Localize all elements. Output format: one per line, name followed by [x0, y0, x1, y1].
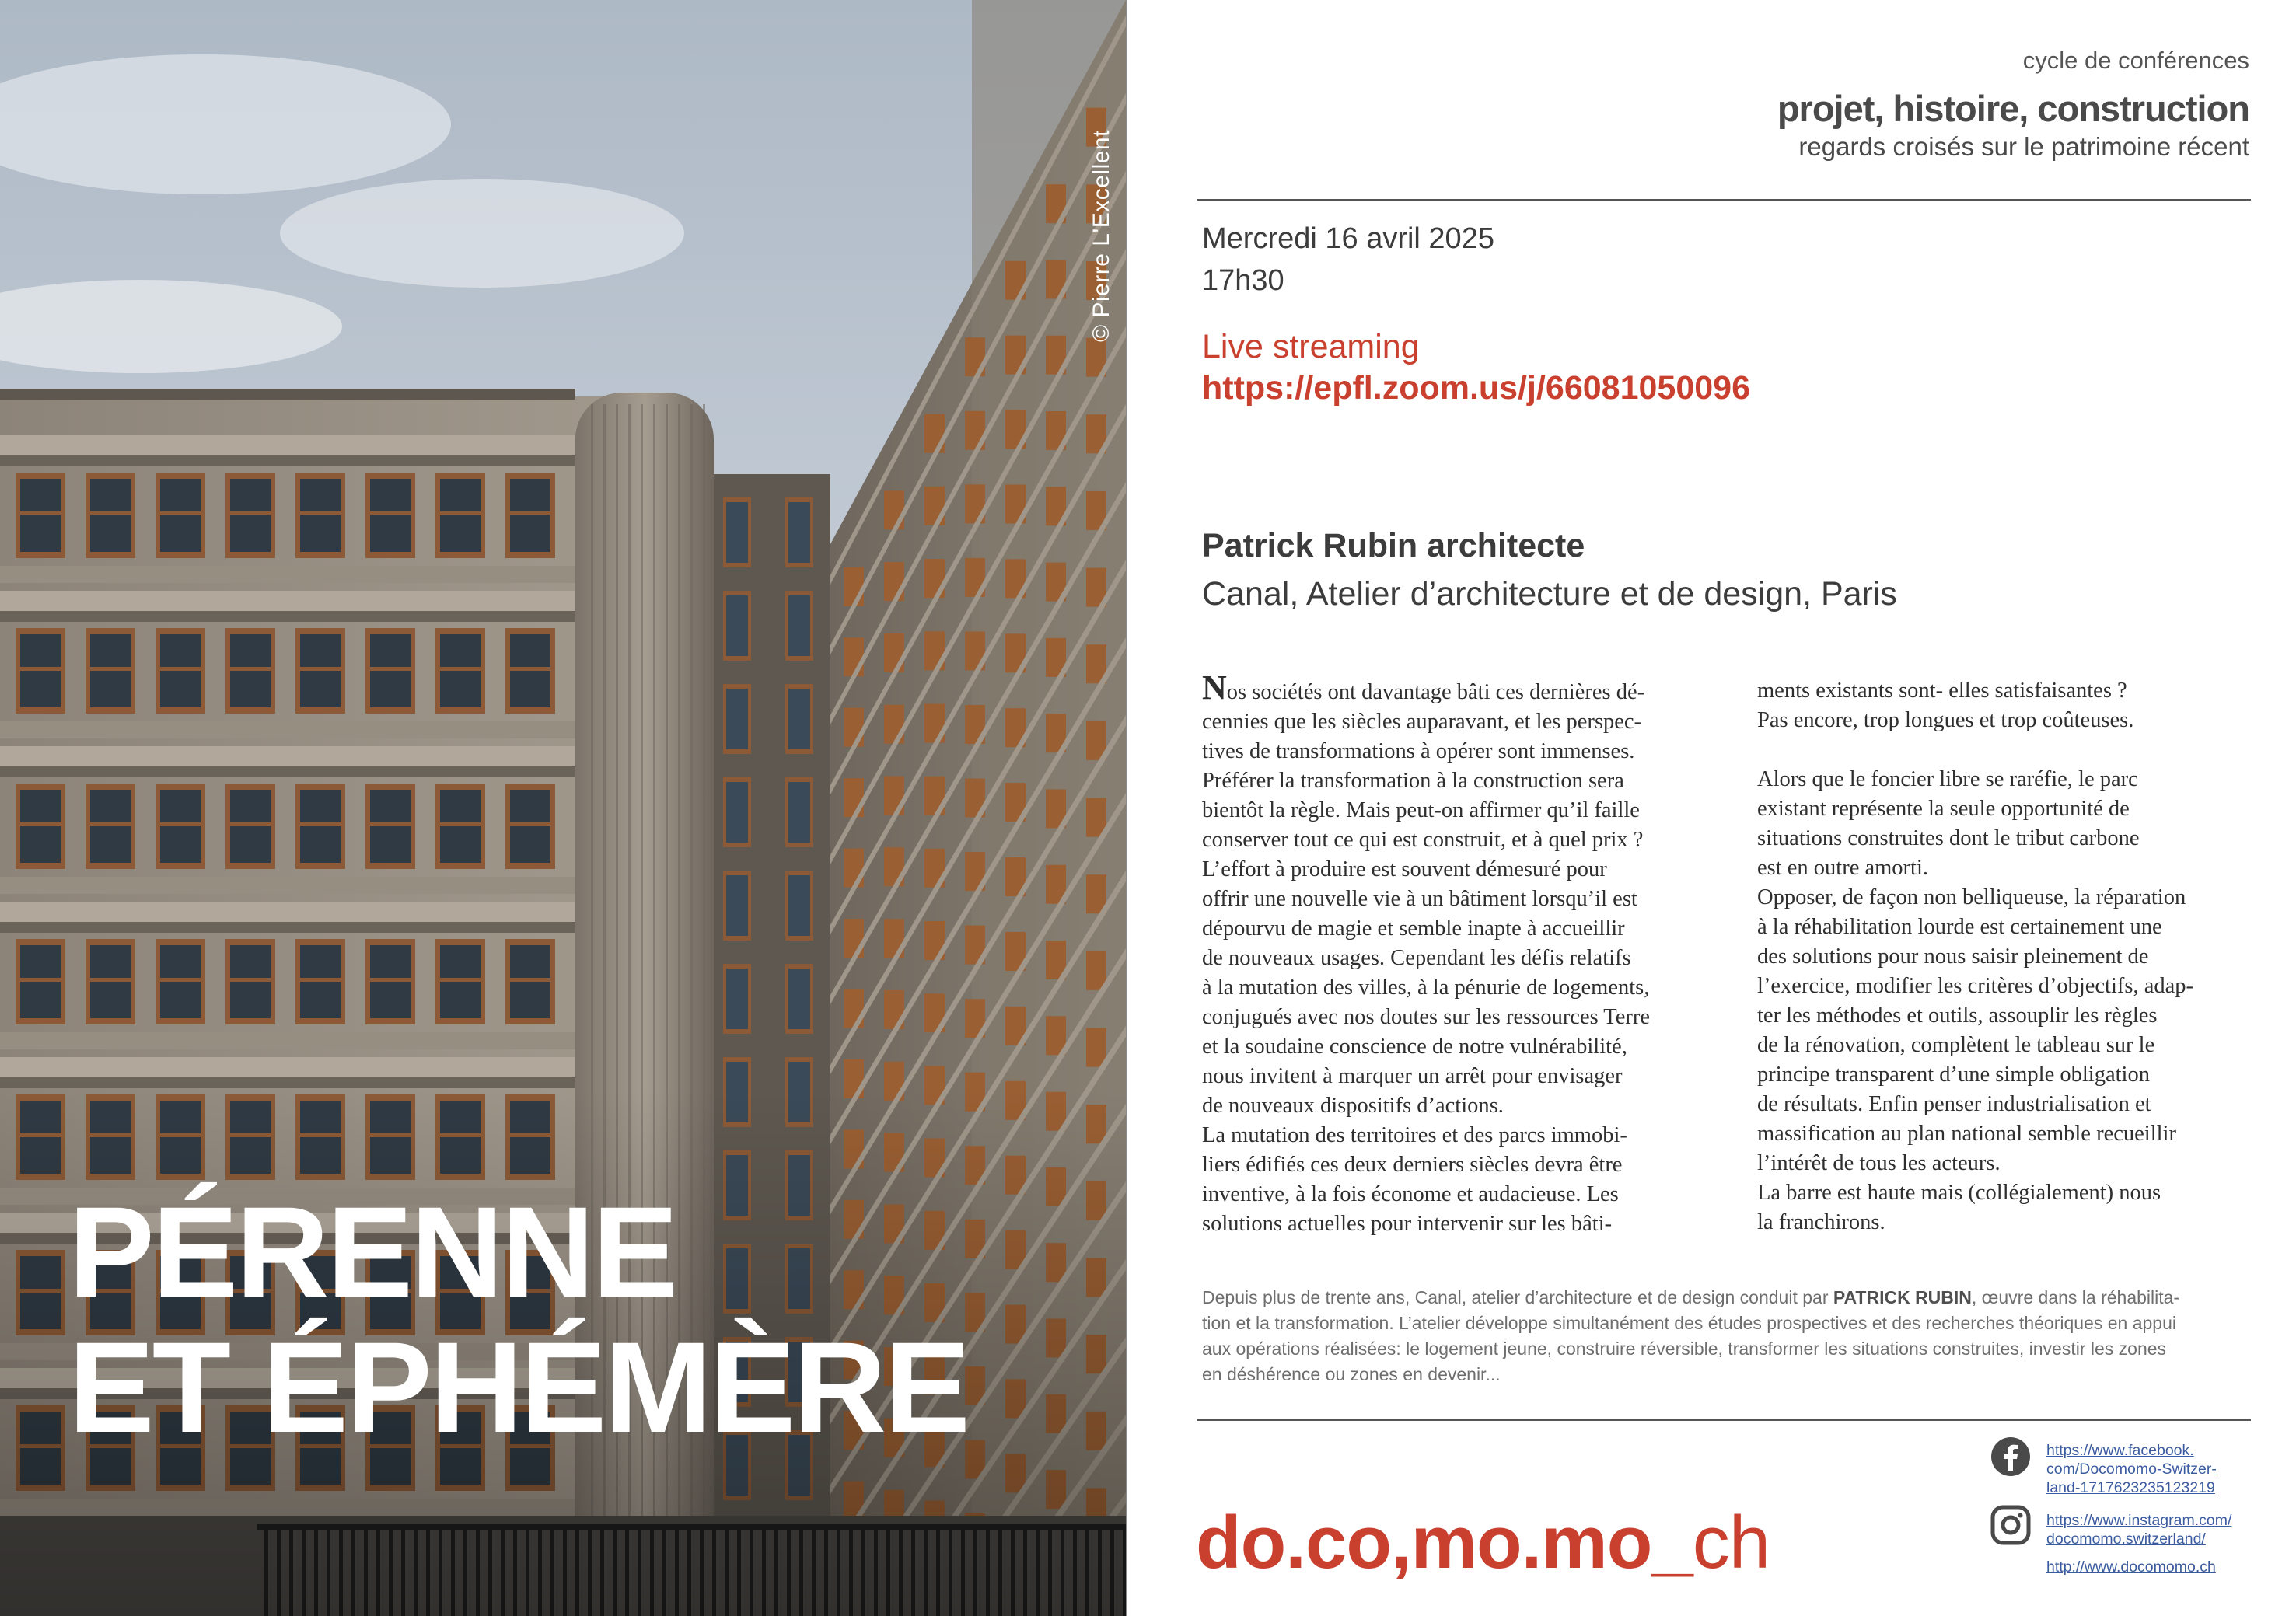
body-line: existant représente la seule opportunité de	[1757, 797, 2130, 821]
instagram-link[interactable]: https://www.instagram.com/ docomomo.switzerland/	[2046, 1512, 2232, 1548]
speaker-office: Canal, Atelier d’architecture et de design, Paris	[1202, 575, 1897, 613]
docomomo-logo: do.co,mo.mo_ch	[1196, 1501, 1770, 1584]
live-streaming-label: Live streaming	[1202, 328, 1420, 365]
body-line: de nouveaux dispositifs d’actions.	[1202, 1094, 1504, 1118]
body-column-1	[1202, 668, 1700, 1239]
facebook-link[interactable]: https://www.facebook. com/Docomomo-Switzer- land-1717623235123219	[2046, 1442, 2217, 1496]
body-line: à la réhabilitation lourde est certainement une	[1757, 915, 2162, 939]
body-line: conserver tout ce qui est construit, et à quel prix ?	[1202, 828, 1644, 852]
body-line: est en outre amorti.	[1757, 856, 1929, 880]
live-streaming-link[interactable]: https://epfl.zoom.us/j/66081050096	[1202, 369, 1750, 407]
paragraph-gap	[1757, 735, 2255, 765]
poster-title	[68, 1181, 968, 1460]
body-line: Pas encore, trop longues et trop coûteuses.	[1757, 708, 2134, 732]
body-line: Opposer, de façon non belliqueuse, la réparation	[1757, 885, 2186, 909]
body-line: conjugués avec nos doutes sur les ressources Terre	[1202, 1005, 1651, 1029]
speaker-name: Patrick Rubin architecte	[1202, 527, 1585, 564]
bio-line: aux opérations réalisées: le logement jeune, construire réversible, transformer les situations construites, investir les zones	[1202, 1339, 2167, 1359]
body-line: cennies que les siècles auparavant, et les perspec-	[1202, 710, 1641, 734]
body-line: et la soudaine conscience de notre vulnérabilité,	[1202, 1035, 1627, 1059]
body-column-2	[1757, 676, 2255, 1237]
text-panel	[1126, 0, 2296, 1616]
body-line: inventive, à la fois économe et audacieuse. Les	[1202, 1182, 1619, 1206]
bio-line: en déshérence ou zones en devenir...	[1202, 1364, 1501, 1384]
body-line: offrir une nouvelle vie à un bâtiment lorsqu’il est	[1202, 887, 1637, 911]
body-line: ments existants sont- elles satisfaisantes ?	[1757, 679, 2127, 703]
bio-architect-name: PATRICK RUBIN	[1833, 1287, 1972, 1307]
instagram-icon[interactable]	[1990, 1505, 2031, 1545]
website-link[interactable]: http://www.docomomo.ch	[2046, 1558, 2216, 1576]
header-divider	[1197, 199, 2251, 201]
title-line-1: PÉRENNE	[68, 1181, 676, 1325]
body-line: ter les méthodes et outils, assouplir les règles	[1757, 1003, 2158, 1028]
event-time: 17h30	[1202, 264, 1284, 297]
series-title: projet, histoire, construction	[1777, 88, 2249, 129]
body-line: Alors que le foncier libre se raréfie, le parc	[1757, 767, 2138, 791]
photo-credit: © Pierre L'Excellent	[1089, 130, 1114, 342]
cycle-label: cycle de conférences	[2022, 47, 2249, 74]
body-line: La mutation des territoires et des parcs immobi-	[1202, 1123, 1627, 1147]
series-subtitle: regards croisés sur le patrimoine récent	[1798, 132, 2249, 161]
body-line: de nouveaux usages. Cependant les défis relatifs	[1202, 946, 1631, 970]
body-line: l’intérêt de tous les acteurs.	[1757, 1151, 2001, 1175]
body-line: la franchirons.	[1757, 1210, 1885, 1234]
body-line: nous invitent à marquer un arrêt pour envisager	[1202, 1064, 1623, 1088]
body-line: de la rénovation, complètent le tableau sur le	[1757, 1033, 2155, 1057]
bio-line: Depuis plus de trente ans, Canal, atelier d’architecture et de design conduit par PATRICK RUBIN, œuvre dans la réhabilita-	[1202, 1287, 2180, 1307]
body-line: L’effort à produire est souvent démesuré pour	[1202, 857, 1607, 881]
architect-bio	[1202, 1285, 2248, 1387]
body-line: Nos sociétés ont davantage bâti ces dernières dé-	[1202, 668, 1645, 707]
dropcap: N	[1202, 668, 1227, 707]
body-line: des solutions pour nous saisir pleinement de	[1757, 944, 2149, 969]
body-line: bientôt la règle. Mais peut-on affirmer qu’il faille	[1202, 798, 1640, 822]
facebook-icon[interactable]	[1990, 1436, 2031, 1477]
bio-line: tion et la transformation. L’atelier développe simultanément des études prospectives et des recherches théoriques en appui	[1202, 1313, 2176, 1333]
body-line: de résultats. Enfin penser industrialisation et	[1757, 1092, 2151, 1116]
footer-divider	[1197, 1419, 2251, 1421]
building-photo	[0, 0, 1126, 1616]
body-line: Préférer la transformation à la construction sera	[1202, 769, 1624, 793]
body-line: à la mutation des villes, à la pénurie de logements,	[1202, 976, 1650, 1000]
body-line: situations construites dont le tribut carbone	[1757, 826, 2140, 850]
body-line: dépourvu de magie et semble inapte à accueillir	[1202, 916, 1625, 941]
event-date: Mercredi 16 avril 2025	[1202, 222, 1494, 255]
body-line: l’exercice, modifier les critères d’objectifs, adap-	[1757, 974, 2194, 998]
body-line: liers édifiés ces deux derniers siècles devra être	[1202, 1153, 1623, 1177]
body-line: La barre est haute mais (collégialement) nous	[1757, 1181, 2161, 1205]
title-line-2: ET ÉPHÉMÈRE	[68, 1316, 968, 1460]
body-line: tives de transformations à opérer sont immenses.	[1202, 739, 1635, 763]
body-line: massification au plan national semble recueillir	[1757, 1122, 2176, 1146]
body-line: solutions actuelles pour intervenir sur les bâti-	[1202, 1212, 1613, 1236]
body-line: principe transparent d’une simple obligation	[1757, 1063, 2150, 1087]
